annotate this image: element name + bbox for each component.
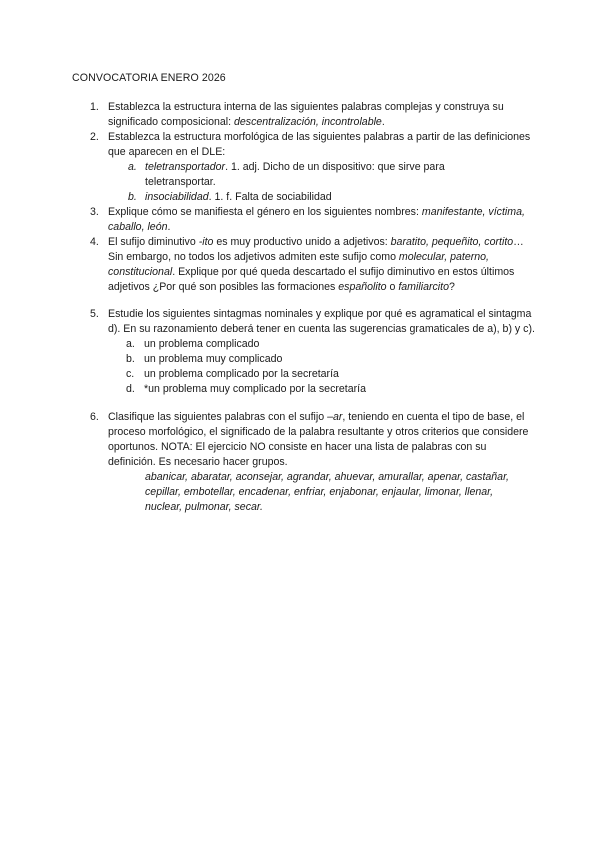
question-number: 5. xyxy=(90,308,99,320)
text-run: . Explique por qué queda descartado el sufijo diminutivo en estos últimos adjetivos ¿Por qué son posibles las formaciones xyxy=(108,265,515,293)
sub-item-a xyxy=(126,337,535,352)
question-number: 4. xyxy=(90,236,99,248)
text-run: Clasifique las siguientes palabras con el sufijo xyxy=(108,411,328,423)
word: familiarcito xyxy=(398,280,449,293)
question-4 xyxy=(90,235,535,295)
question-text xyxy=(108,205,535,235)
text-run: … Sin embargo, no todos los adjetivos admiten este sufijo como xyxy=(108,236,524,263)
sub-item-a xyxy=(128,160,535,190)
text-run: , teniendo en cuenta el tipo de base, el proceso morfológico, el significado de la palabra resultante y otros criterios que considere oportunos. NOTA: El ejercicio NO consiste en hacer una lista de palabras con su definición. Es necesario hacer grupos. xyxy=(108,411,529,468)
question-prompt: Establezca la estructura interna de las siguientes palabras complejas y construya su significado composicional: xyxy=(108,101,504,128)
noun-phrase: un problema complicado por la secretaría xyxy=(144,367,339,380)
text-run: El sufijo diminutivo xyxy=(108,236,199,248)
dictionary-definition-continued: teletransportar. xyxy=(145,175,216,188)
sub-item-b xyxy=(128,190,535,205)
sub-item-b xyxy=(126,352,535,367)
question-3 xyxy=(90,205,535,235)
word-list-line: cepillar, embotellar, encadenar, enfriar, enjabonar, enjaular, limonar, llenar, xyxy=(145,485,494,498)
question-text xyxy=(108,307,535,396)
question-1 xyxy=(90,100,535,130)
question-text xyxy=(108,100,535,130)
suffix: -ito xyxy=(198,236,214,248)
word-list: molecular, paterno, constitucional xyxy=(108,250,490,278)
word-list-line: nuclear, pulmonar, secar. xyxy=(145,500,263,513)
noun-phrase: un problema complicado xyxy=(144,337,260,350)
question-text xyxy=(108,130,535,205)
question-2 xyxy=(90,130,535,205)
sub-item-label: b. xyxy=(126,352,135,365)
question-5 xyxy=(90,307,535,396)
suffix: –ar xyxy=(327,411,343,423)
question-number: 6. xyxy=(90,411,99,423)
noun-phrase: un problema muy complicado xyxy=(144,352,283,365)
sub-item-d xyxy=(126,382,535,397)
dictionary-term: insociabilidad xyxy=(145,190,209,203)
noun-phrase: *un problema muy complicado por la secretaría xyxy=(144,382,366,395)
question-prompt: Explique cómo se manifiesta el género en los siguientes nombres: xyxy=(108,206,422,218)
question-prompt: Establezca la estructura morfológica de las siguientes palabras a partir de las definiciones que aparecen en el DLE: xyxy=(108,131,531,158)
text-run: es muy productivo unido a adjetivos: xyxy=(213,236,391,248)
question-prompt: Estudie los siguientes sintagmas nominales y explique por qué es agramatical el sintagma d). En su razonamiento deberá tener en cuenta las sugerencias gramaticales de a), b) y c). xyxy=(108,308,535,335)
word-list xyxy=(145,470,535,515)
word: españolito xyxy=(338,280,387,293)
sub-item-c xyxy=(126,367,535,382)
word-list: descentralización, incontrolable xyxy=(234,115,382,128)
punctuation: . xyxy=(167,220,171,233)
question-number: 2. xyxy=(90,131,99,143)
sub-item-label: b. xyxy=(128,190,137,203)
question-6 xyxy=(90,410,535,515)
question-number: 1. xyxy=(90,101,99,113)
sub-item-label: c. xyxy=(126,367,135,380)
exam-title: CONVOCATORIA ENERO 2026 xyxy=(72,72,226,84)
text-run: o xyxy=(386,280,399,293)
text-run: ? xyxy=(448,280,455,293)
dictionary-definition: . 1. adj. Dicho de un dispositivo: que sirve para xyxy=(225,160,445,173)
question-text xyxy=(108,235,535,295)
word-list: manifestante, víctima, caballo, león xyxy=(108,206,525,233)
punctuation: . xyxy=(381,115,385,128)
sub-item-label: d. xyxy=(126,382,135,395)
question-text xyxy=(108,410,535,515)
sub-item-label: a. xyxy=(126,337,135,350)
word-list-line: abanicar, abaratar, aconsejar, agrandar, ahuevar, amurallar, apenar, castañar, xyxy=(145,470,509,483)
question-number: 3. xyxy=(90,206,99,218)
dictionary-definition: . 1. f. Falta de sociabilidad xyxy=(208,190,332,203)
word-list: baratito, pequeñito, cortito xyxy=(390,236,514,248)
sub-item-label: a. xyxy=(128,160,137,173)
dictionary-term: teletransportador xyxy=(145,160,226,173)
